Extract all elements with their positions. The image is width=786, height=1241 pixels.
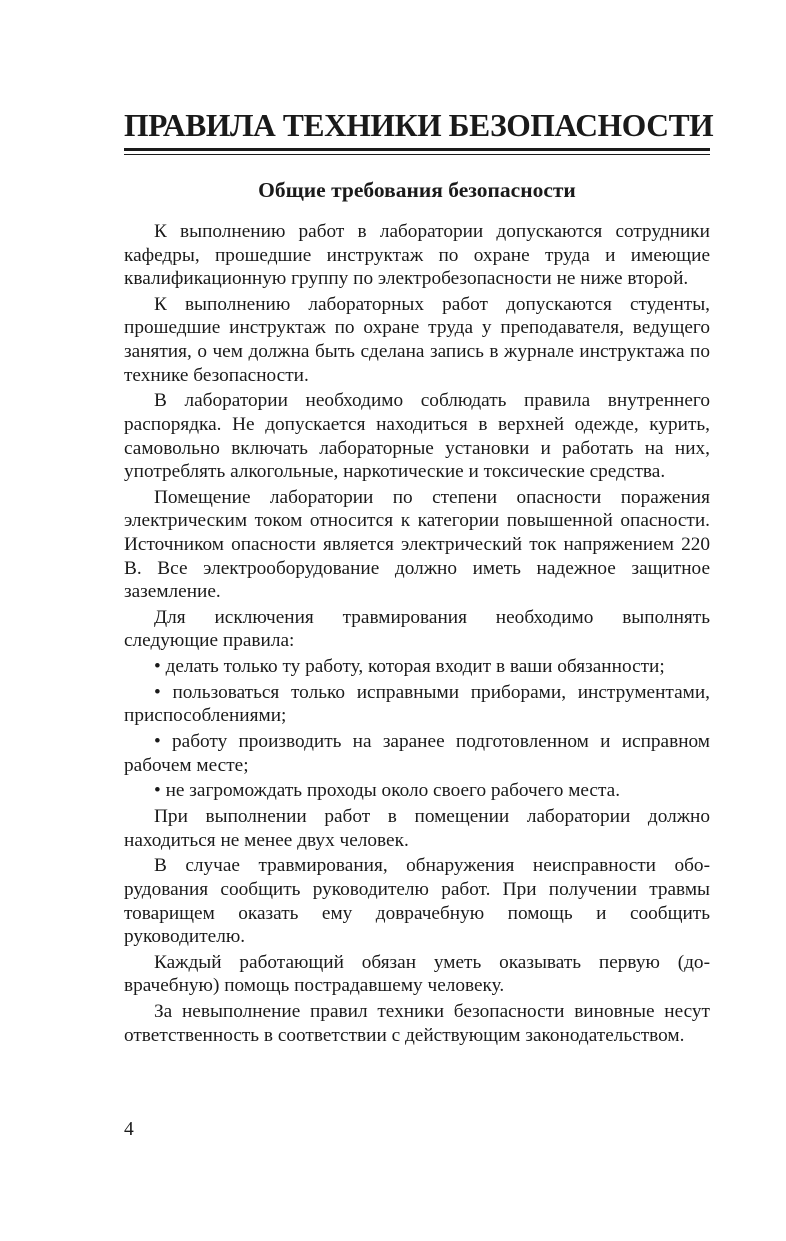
paragraph-injury-report: В случае травмирования, обнаружения неисправности оборудования сообщить руководителю работ. При получении травмы товарищем оказать ему доврачебную помощь и сообщить руководителю. [124, 855, 710, 948]
paragraph-responsibility: За невыполнение правил техники безопасности виновные несут ответственность в соответствии с действующим законодательством. [124, 1001, 710, 1046]
bullet-item: • делать только ту работу, которая входит в ваши обязанности; [154, 656, 665, 678]
paragraph-first-aid: Каждый работающий обязан уметь оказывать первую (доврачебную) помощь пострадавшему человеку. [124, 951, 710, 997]
section-heading: Общие требования безопасности [258, 178, 576, 202]
paragraph-internal-rules: В лаборатории необходимо соблюдать правила внутреннего распорядка. Не допускается находиться в верхней одежде, курить, самовольно включать лабораторные установки и работать на них, употреблять алкогольные, наркотические и токсические средства. [124, 390, 710, 483]
paragraph-danger-category: Помещение лаборатории по степени опасности поражения электрическим током относится к категории повышенной опасности. Источником опасности является электрический ток напряжением 220 В. Все электрооборудование должно иметь надежное защитное заземление. [124, 486, 710, 603]
page-title: ПРАВИЛА ТЕХНИКИ БЕЗОПАСНОСТИ [124, 108, 714, 143]
paragraph-admission-staff: К выполнению работ в лаборатории допускаются сотрудники кафедры, прошедшие инструктаж по охране труда и имеющие квалификационную группу по электробезопасности не ниже второй. [124, 221, 710, 290]
title-underline-thick [124, 148, 710, 151]
body-text [124, 220, 710, 1049]
paragraph-two-persons: При выполнении работ в помещении лаборатории должно находиться не менее двух человек. [124, 806, 710, 851]
page-number: 4 [124, 1119, 134, 1140]
paragraph-injury-prevention: Для исключения травмирования необходимо выполнять следующие правила: [124, 606, 710, 652]
paragraph-admission-students: К выполнению лабораторных работ допускаются студенты, прошедшие инструктаж по охране труда у преподавателя, ведущего занятия, о чем должна быть сделана запись в журнале инструктажа по технике безопасности. [124, 293, 710, 386]
title-underline-thin [124, 154, 710, 155]
bullet-item: • пользоваться только исправными приборами, инструментами, приспособлениями; [124, 681, 710, 727]
bullet-item: • работу производить на заранее подготовленном и исправном рабочем месте; [124, 731, 710, 776]
bullet-item: • не загромождать проходы около своего рабочего места. [154, 780, 621, 802]
